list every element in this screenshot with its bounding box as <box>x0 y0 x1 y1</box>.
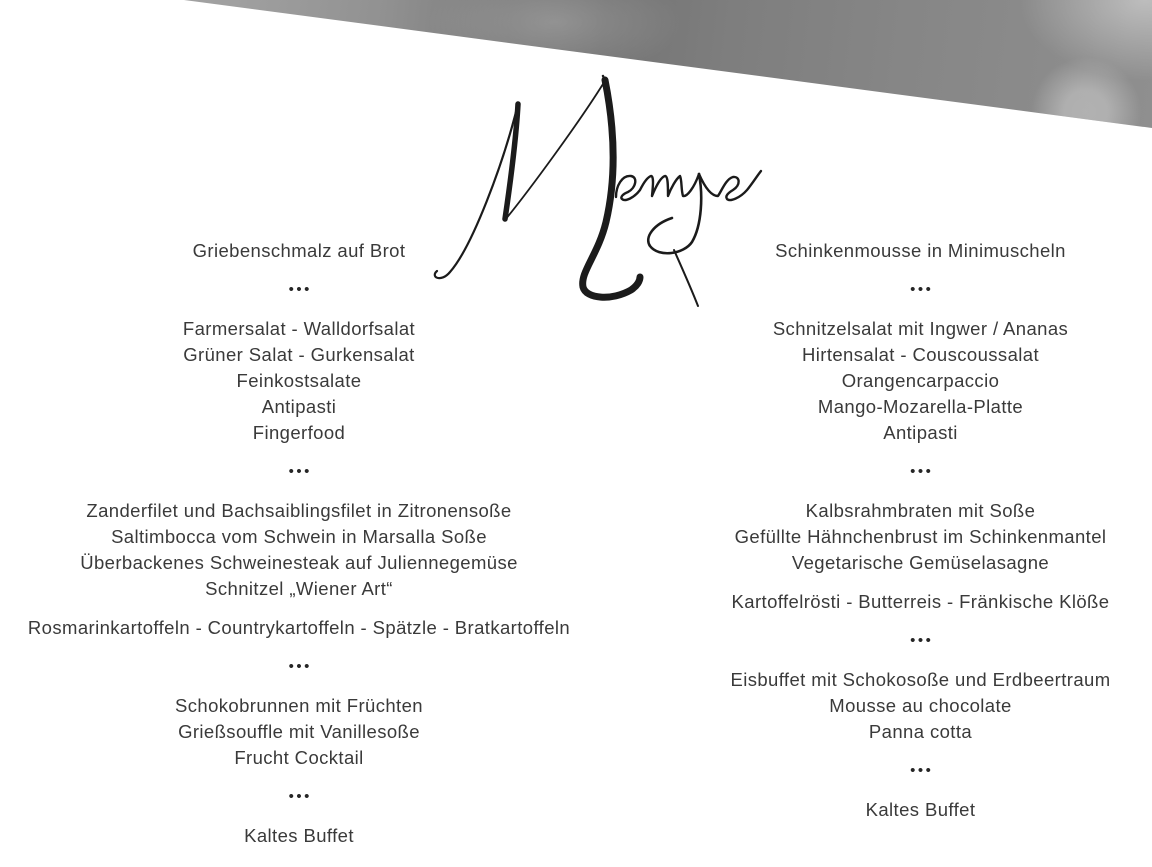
menu-course <box>0 498 598 602</box>
course-divider-dots: ••• <box>288 658 312 675</box>
menu-course <box>0 693 598 771</box>
menu-course <box>689 797 1152 823</box>
left-menu-column <box>0 238 598 849</box>
right-menu-column <box>689 238 1152 823</box>
menu-course <box>0 316 598 446</box>
title-text <box>0 0 1 1</box>
menu-item: Fingerfood <box>252 422 346 443</box>
menu-item: Schokobrunnen mit Früchten <box>175 695 423 716</box>
menu-item: Kaltes Buffet <box>244 825 354 846</box>
menu-item: Schinkenmousse in Minimuscheln <box>775 240 1066 261</box>
course-divider-dots: ••• <box>288 788 312 805</box>
course-divider-dots: ••• <box>910 762 934 779</box>
menu-item: Schnitzel „Wiener Art“ <box>205 578 393 599</box>
course-divider-dots: ••• <box>288 463 312 480</box>
menu-item: Mousse au chocolate <box>829 695 1012 716</box>
menu-course <box>689 498 1152 576</box>
menu-item: Hirtensalat - Couscoussalat <box>801 344 1039 365</box>
menu-course <box>0 238 598 264</box>
menu-item: Saltimbocca vom Schwein in Marsalla Soße <box>111 526 487 547</box>
menu-item: Grüner Salat - Gurkensalat <box>183 344 415 365</box>
menu-course <box>689 589 1152 615</box>
menu-course <box>689 316 1152 446</box>
menu-item: Vegetarische Gemüselasagne <box>791 552 1050 573</box>
menu-item: Antipasti <box>883 422 958 443</box>
course-divider-dots: ••• <box>910 463 934 480</box>
menu-item: Frucht Cocktail <box>234 747 364 768</box>
menu-course <box>689 667 1152 745</box>
menu-item: Mango-Mozarella-Platte <box>817 396 1024 417</box>
menu-item: Eisbuffet mit Schokosoße und Erdbeertraum <box>730 669 1111 690</box>
menu-course <box>689 238 1152 264</box>
menu-item: Rosmarinkartoffeln - Countrykartoffeln - Spätzle - Bratkartoffeln <box>27 617 571 638</box>
course-divider-dots: ••• <box>288 281 312 298</box>
menu-item: Schnitzelsalat mit Ingwer / Ananas <box>772 318 1069 339</box>
menu-item: Orangencarpaccio <box>841 370 1000 391</box>
course-divider-dots: ••• <box>910 632 934 649</box>
menu-item: Grießsouffle mit Vanillesoße <box>178 721 420 742</box>
menu-item: Panna cotta <box>868 721 973 742</box>
menu-item: Kartoffelrösti - Butterreis - Fränkische Klöße <box>731 591 1110 612</box>
menu-item: Antipasti <box>261 396 337 417</box>
menu-item: Kaltes Buffet <box>865 799 976 820</box>
menu-course <box>0 615 598 641</box>
menu-course <box>0 823 598 849</box>
menu-item: Feinkostsalate <box>236 370 362 391</box>
menu-item: Überbackenes Schweinesteak auf Juliennegemüse <box>80 552 518 573</box>
menu-item: Kalbsrahmbraten mit Soße <box>805 500 1036 521</box>
menu-item: Griebenschmalz auf Brot <box>192 240 406 261</box>
course-divider-dots: ••• <box>910 281 934 298</box>
menu-item: Zanderfilet und Bachsaiblingsfilet in Zitronensoße <box>86 500 512 521</box>
menu-item: Farmersalat - Walldorfsalat <box>182 318 416 339</box>
menu-item: Gefüllte Hähnchenbrust im Schinkenmantel <box>734 526 1107 547</box>
